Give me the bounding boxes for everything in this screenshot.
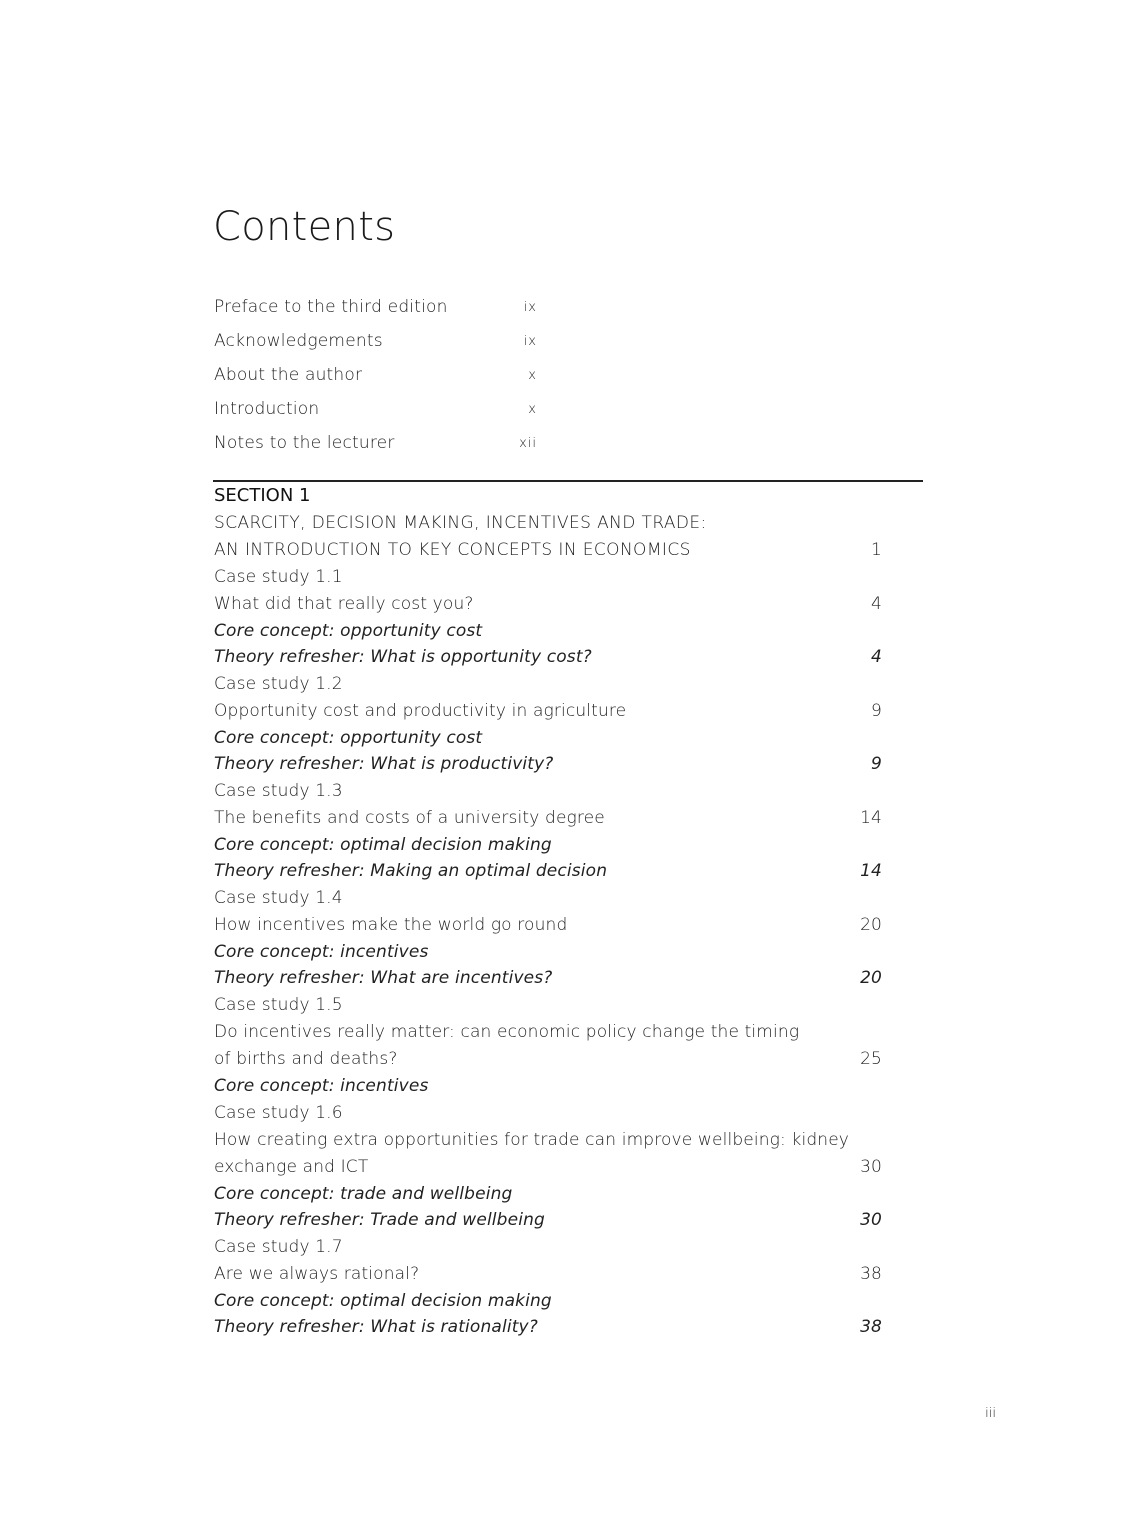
theory-refresher-page: 30 xyxy=(860,1210,882,1230)
case-study-title-text: What did that really cost you? xyxy=(214,594,474,614)
core-concept xyxy=(214,619,882,645)
core-concept-text: Core concept: optimal decision making xyxy=(214,1291,552,1311)
section-divider xyxy=(213,480,923,482)
case-study-title-text: How creating extra opportunities for trade can improve wellbeing: kidney xyxy=(214,1130,850,1150)
core-concept xyxy=(214,940,882,966)
toc-entry-page: ix xyxy=(523,300,537,315)
toc-entry-preface[interactable] xyxy=(214,297,544,331)
case-study-page: 30 xyxy=(860,1157,882,1177)
case-study-title[interactable] xyxy=(214,1128,882,1155)
case-study-page: 38 xyxy=(860,1264,882,1284)
case-study-title[interactable] xyxy=(214,699,882,726)
case-study-label-text: Case study 1.6 xyxy=(214,1103,343,1123)
core-concept-text: Core concept: opportunity cost xyxy=(214,621,483,641)
case-study-title[interactable] xyxy=(214,913,882,940)
case-study-title-text: Are we always rational? xyxy=(214,1264,420,1284)
case-study-label-text: Case study 1.2 xyxy=(214,674,343,694)
case-study-label-text: Case study 1.3 xyxy=(214,781,343,801)
toc-entry-label: About the author xyxy=(214,365,363,385)
core-concept-text: Core concept: opportunity cost xyxy=(214,728,483,748)
case-study-label xyxy=(214,993,882,1020)
toc-entry-acknowledgements[interactable] xyxy=(214,331,544,365)
case-study-page: 25 xyxy=(860,1049,882,1069)
case-study-label xyxy=(214,886,882,913)
case-study-label xyxy=(214,1235,882,1262)
core-concept-text: Core concept: incentives xyxy=(214,1076,429,1096)
theory-refresher[interactable] xyxy=(214,752,882,779)
theory-refresher-text: Theory refresher: What are incentives? xyxy=(214,968,553,988)
theory-refresher-page: 38 xyxy=(860,1317,882,1337)
section-title-line[interactable] xyxy=(214,538,882,565)
case-study-label-text: Case study 1.7 xyxy=(214,1237,343,1257)
theory-refresher-page: 20 xyxy=(860,968,882,988)
section-page: 1 xyxy=(871,540,882,560)
section-toc xyxy=(214,511,882,1342)
case-study-page: 4 xyxy=(871,594,882,614)
case-study-title[interactable] xyxy=(214,1262,882,1289)
toc-entry-label: Notes to the lecturer xyxy=(214,433,395,453)
section-title-line[interactable] xyxy=(214,511,882,538)
theory-refresher-page: 14 xyxy=(860,861,882,881)
case-study-label xyxy=(214,672,882,699)
toc-entry-label: Introduction xyxy=(214,399,320,419)
toc-entry-page: x xyxy=(528,402,537,417)
toc-entry-page: ix xyxy=(523,334,537,349)
theory-refresher[interactable] xyxy=(214,966,882,993)
section-title-text: SCARCITY, DECISION MAKING, INCENTIVES AND TRADE: xyxy=(214,513,707,533)
core-concept-text: Core concept: trade and wellbeing xyxy=(214,1184,513,1204)
case-study-title-text: Do incentives really matter: can economic policy change the timing xyxy=(214,1022,800,1042)
theory-refresher-page: 9 xyxy=(871,754,882,774)
case-study-page: 9 xyxy=(871,701,882,721)
front-matter-list xyxy=(214,297,544,467)
theory-refresher-page: 4 xyxy=(871,647,882,667)
theory-refresher-text: Theory refresher: Making an optimal decision xyxy=(214,861,608,881)
toc-entry-label: Preface to the third edition xyxy=(214,297,448,317)
case-study-label-text: Case study 1.5 xyxy=(214,995,343,1015)
theory-refresher-text: Theory refresher: What is rationality? xyxy=(214,1317,538,1337)
core-concept-text: Core concept: optimal decision making xyxy=(214,835,552,855)
case-study-page: 20 xyxy=(860,915,882,935)
core-concept-text: Core concept: incentives xyxy=(214,942,429,962)
case-study-title-text: Opportunity cost and productivity in agriculture xyxy=(214,701,627,721)
toc-entry-about-author[interactable] xyxy=(214,365,544,399)
theory-refresher[interactable] xyxy=(214,1315,882,1342)
case-study-label xyxy=(214,565,882,592)
case-study-title[interactable] xyxy=(214,806,882,833)
core-concept xyxy=(214,1074,882,1101)
case-study-title-text: exchange and ICT xyxy=(214,1157,369,1177)
section-title-text: AN INTRODUCTION TO KEY CONCEPTS IN ECONOMICS xyxy=(214,540,691,560)
case-study-title[interactable] xyxy=(214,592,882,619)
page-number: iii xyxy=(985,1406,996,1421)
case-study-page: 14 xyxy=(860,808,882,828)
case-study-title-text: The benefits and costs of a university degree xyxy=(214,808,605,828)
toc-entry-introduction[interactable] xyxy=(214,399,544,433)
case-study-title[interactable] xyxy=(214,1155,882,1182)
case-study-label xyxy=(214,1101,882,1128)
theory-refresher-text: Theory refresher: What is productivity? xyxy=(214,754,554,774)
core-concept xyxy=(214,1182,882,1208)
toc-entry-label: Acknowledgements xyxy=(214,331,383,351)
core-concept xyxy=(214,726,882,752)
theory-refresher-text: Theory refresher: What is opportunity cost? xyxy=(214,647,592,667)
toc-entry-notes-lecturer[interactable] xyxy=(214,433,544,467)
case-study-label xyxy=(214,779,882,806)
section-label: SECTION 1 xyxy=(214,485,311,506)
case-study-label-text: Case study 1.4 xyxy=(214,888,343,908)
case-study-label-text: Case study 1.1 xyxy=(214,567,343,587)
theory-refresher[interactable] xyxy=(214,645,882,672)
core-concept xyxy=(214,1289,882,1315)
case-study-title[interactable] xyxy=(214,1020,882,1047)
case-study-title-text: of births and deaths? xyxy=(214,1049,398,1069)
theory-refresher[interactable] xyxy=(214,1208,882,1235)
core-concept xyxy=(214,833,882,859)
case-study-title[interactable] xyxy=(214,1047,882,1074)
toc-entry-page: x xyxy=(528,368,537,383)
case-study-title-text: How incentives make the world go round xyxy=(214,915,568,935)
theory-refresher-text: Theory refresher: Trade and wellbeing xyxy=(214,1210,545,1230)
toc-entry-page: xii xyxy=(519,436,537,451)
page-title: Contents xyxy=(213,204,396,250)
theory-refresher[interactable] xyxy=(214,859,882,886)
